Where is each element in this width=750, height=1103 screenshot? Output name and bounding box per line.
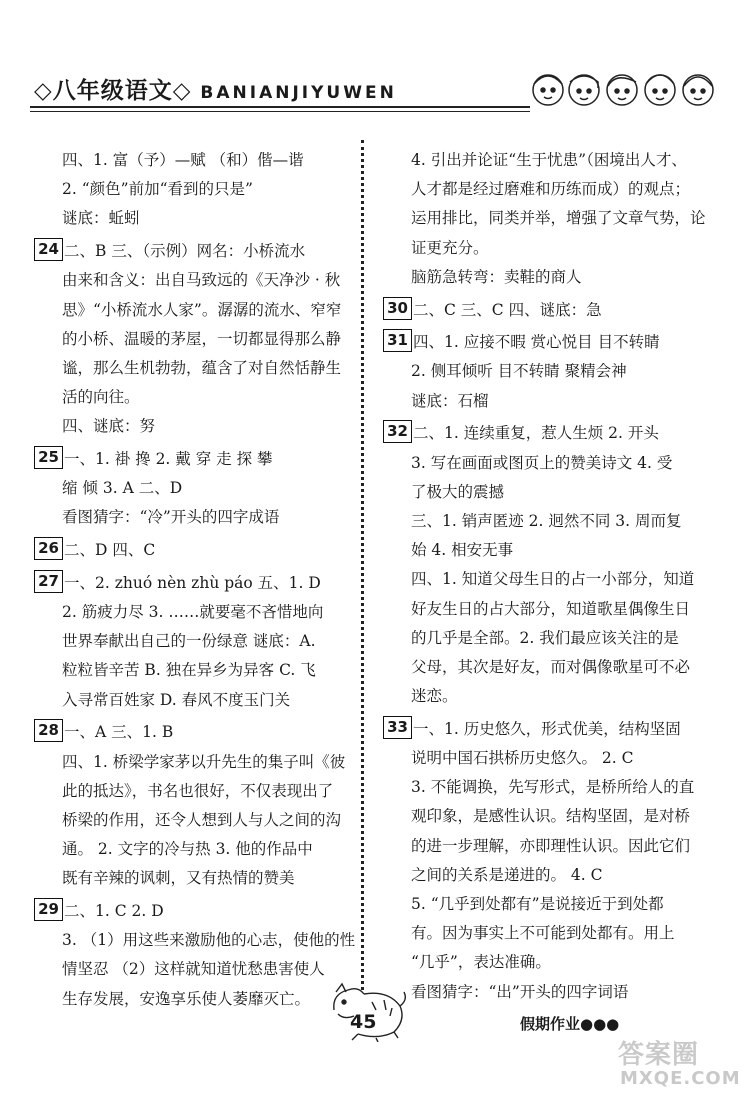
answer-line: 由来和含义：出自马致远的《天净沙 · 秋 (62, 271, 341, 290)
answer-line: 通。 2. 文字的冷与热 3. 他的作品中 (62, 840, 313, 859)
answer-line: 一、1. 褂 搀 2. 戴 穿 走 探 攀 (64, 450, 273, 468)
answer-line: 一、1. 历史悠久，形式优美，结构坚固 (413, 719, 681, 738)
answer-section-number: 33 (383, 716, 412, 739)
answer-line: 活的向往。 (62, 388, 140, 407)
answer-line: 看图猜字：“冷”开头的四字成语 (62, 508, 280, 527)
answer-line: 父母，其次是好友，而对偶像歌星可不必 (411, 657, 691, 676)
answer-line: 迷恋。 (411, 687, 458, 706)
answer-line: 的进一步理解，亦即理性认识。因此它们 (411, 836, 691, 855)
answer-line: “几乎”，表达准确。 (411, 953, 551, 972)
answer-line: 二、B 三、（示例）网名：小桥流水 (64, 242, 306, 261)
answer-line: 四、1. 应接不暇 赏心悦目 目不转睛 (413, 333, 660, 352)
answer-line: 好友生日的占大部分，知道歌星偶像生日 (411, 599, 691, 618)
answer-line: 缩 倾 3. A 二、D (62, 479, 183, 498)
answer-section-number: 28 (34, 719, 63, 742)
answer-line: 3. 不能调换，先写形式，是桥所给人的直 (411, 778, 695, 797)
answer-line: 二、1. 连续重复，惹人生烦 2. 开头 (413, 424, 659, 443)
answer-line: 谧，那么生机勃勃，蕴含了对自然恬静生 (62, 358, 342, 377)
answer-line: 了极大的震撼 (411, 482, 505, 501)
answer-section-number: 27 (34, 570, 63, 593)
answer-line: 四、1. 知道父母生日的占一小部分，知道 (411, 570, 695, 589)
answer-line: 观印象，是感性认识。结构坚固，是对桥 (411, 807, 691, 826)
answer-line: 始 4. 相安无事 (411, 541, 514, 560)
answer-section-number: 26 (34, 537, 63, 560)
answer-section-number: 24 (34, 238, 63, 261)
answer-line: 3. 写在画面或图页上的赞美诗文 4. 受 (411, 453, 673, 472)
header-title: ◇八年级语文◇ (34, 78, 192, 104)
footer-label: 假期作业●●● (520, 1015, 620, 1033)
answer-line: 之间的关系是递进的。 4. C (411, 865, 603, 884)
answer-line: 脑筋急转弯：卖鞋的商人 (411, 267, 582, 286)
answer-line: 生存发展，安逸享乐使人萎靡灭亡。 (62, 989, 311, 1008)
answer-line: 四、谜底：努 (62, 417, 156, 436)
answer-line: 5. “几乎到处都有”是说接近于到处都 (411, 895, 664, 913)
column-divider (361, 140, 364, 990)
answer-line: 说明中国石拱桥历史悠久。 2. C (411, 749, 634, 767)
cartoon-characters-illustration (526, 66, 722, 116)
header-pinyin: BANIANJIYUWEN (200, 83, 397, 103)
answer-line: 的几乎是全部。2. 我们最应该关注的是 (411, 628, 679, 647)
page-number: 45 (350, 1011, 377, 1033)
answer-line: 此的抵达》，书名也很好，不仅表现出了 (62, 781, 334, 800)
answer-section-number: 25 (34, 446, 63, 469)
answer-line: 桥梁的作用，还令人想到人与人之间的沟 (62, 810, 342, 829)
answer-line: 既有辛辣的讽刺，又有热情的赞美 (62, 869, 295, 888)
answer-section-number: 32 (383, 420, 412, 443)
answer-line: 二、1. C 2. D (64, 902, 164, 920)
page-header (34, 72, 397, 105)
watermark-title: 答案圈 (618, 1040, 700, 1070)
answer-line: 谜底：蚯蚓 (62, 209, 140, 228)
answer-line: 看图猜字：“出”开头的四字词语 (411, 982, 629, 1001)
answer-line: 人才都是经过磨难和历练而成）的观点； (411, 180, 691, 199)
answer-line: 谜底：石榴 (411, 391, 489, 410)
answer-line: 证更充分。 (411, 238, 489, 257)
watermark-url: MXQE.COM (620, 1068, 741, 1089)
answer-line: 运用排比，同类并举，增强了文章气势，论 (411, 209, 706, 228)
answer-line: 思》“小桥流水人家”。潺潺的流水、窄窄 (62, 300, 342, 319)
answer-line: 3. （1）用这些来激励他的心志，使他的性 (62, 931, 356, 950)
answer-line: 三、1. 销声匿迹 2. 迥然不同 3. 周而复 (411, 511, 682, 530)
answer-line: 四、1. 富（予）—赋 （和）偕—谐 (62, 151, 304, 169)
answer-line: 2. 筋疲力尽 3. ……就要毫不吝惜地向 (62, 603, 324, 621)
answer-line: 4. 引出并论证“生于忧患”（困境出人才、 (411, 151, 687, 169)
answer-line: 2. “颜色”前加“看到的只是” (62, 180, 253, 199)
answer-section-number: 30 (383, 297, 412, 320)
answer-line: 的小桥、温暖的茅屋，一切都显得那么静 (62, 329, 342, 348)
watermark (608, 1032, 741, 1094)
answer-line: 有。因为事实上不可能到处都有。用上 (411, 924, 675, 943)
answer-line: 粒粒皆辛苦 B. 独在异乡为异客 C. 飞 (62, 661, 316, 680)
answer-line: 四、1. 桥梁学家茅以升先生的集子叫《彼 (62, 752, 346, 771)
header-rule-thin (30, 111, 530, 112)
answer-line: 世界奉献出自己的一份绿意 谜底：A. (62, 632, 316, 651)
answer-line: 2. 侧耳倾听 目不转睛 聚精会神 (411, 362, 627, 381)
answer-line: 二、D 四、C (64, 541, 156, 560)
answer-line: 情坚忍 （2）这样就知道忧愁患害使人 (62, 960, 325, 979)
answer-section-number: 31 (383, 329, 412, 352)
answer-line: 一、2. zhuó nèn zhù páo 五、1. D (64, 573, 321, 592)
answer-line: 一、A 三、1. B (64, 723, 174, 742)
answer-line: 二、C 三、C 四、谜底：急 (413, 300, 602, 319)
answer-line: 入寻常百姓家 D. 春风不度玉门关 (62, 690, 291, 709)
header-rule (30, 106, 530, 108)
answer-section-number: 29 (34, 898, 63, 921)
